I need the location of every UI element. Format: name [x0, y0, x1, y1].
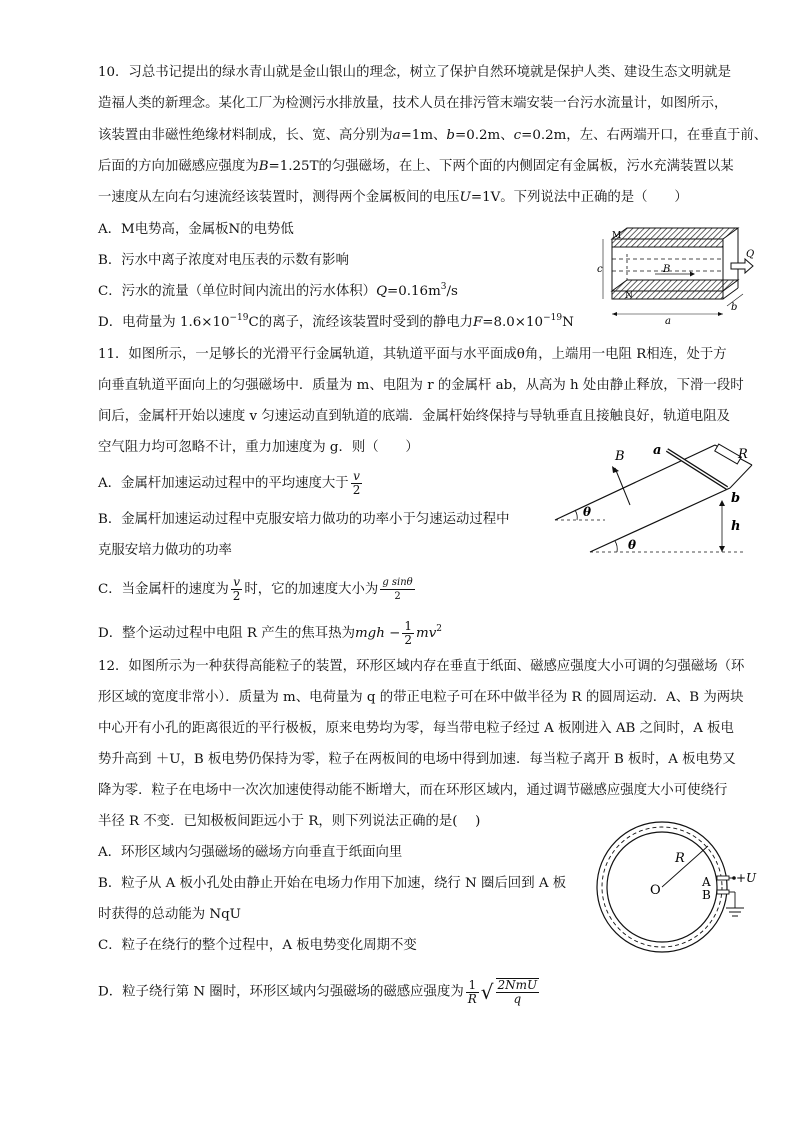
resistor-r-label: R: [738, 447, 748, 462]
q10-option-a[interactable]: A．M电势高，金属板N的电势低: [98, 222, 294, 237]
field-b-label: B: [615, 449, 625, 464]
q11-option-c[interactable]: C．当金属杆的速度为 $\frac{v}{2}$ 时，它的加速度大小为 $\frac{\text{g sinθ}}{2}$: [98, 575, 413, 603]
q12-stem-line6: 半径 R 不变．已知极板间距远小于 R，则下列说法正确的是( ): [98, 814, 481, 829]
q12-stem-line5: 降为零．粒子在电场中一次次加速使得动能不断增大，而在环形区域内，通过调节磁感应强度大小可使绕行: [98, 783, 728, 798]
plate-b-label: B: [702, 888, 711, 902]
q10-stem-line5: 一速度从左向右匀速流经该装置时，测得两个金属板间的电压U=1V。下列说法中正确的是（ ）: [98, 190, 688, 205]
rod-a-label: a: [653, 443, 662, 458]
q11-option-a[interactable]: A．金属杆加速运动过程中的平均速度大于 $\frac{v}{2}$: [98, 469, 361, 497]
q10-stem-line4: 后面的方向加磁感应强度为B=1.25T的匀强磁场，在上、下两个面的内侧固定有金属板，污水充满装置以某: [98, 159, 734, 174]
q12-stem-line2: 形区域的宽度非常小）．质量为 m、电荷量为 q 的带正电粒子可在环中做半径为 R 的圆周运动．A、B 为两块: [98, 690, 744, 705]
theta-upper-label: θ: [583, 505, 592, 519]
theta-lower-label: θ: [628, 538, 637, 552]
q12-option-b-line2[interactable]: 时获得的总动能为 NqU: [98, 907, 241, 922]
q12-option-a[interactable]: A．环形区域内匀强磁场的磁场方向垂直于纸面向里: [98, 845, 403, 860]
accelerator-ring-figure: [595, 820, 760, 960]
voltage-u-label: +U: [736, 871, 757, 885]
q11-stem-line3: 间后，金属杆开始以速度 v 匀速运动直到轨道的底端．金属杆始终保持与导轨垂直且接触良好，轨道电阻及: [98, 409, 731, 424]
radius-r-label: R: [675, 851, 685, 866]
q10-option-b[interactable]: B．污水中离子浓度对电压表的示数有影响: [98, 253, 349, 268]
fig-a-label: a: [665, 316, 671, 326]
q11-stem-line1: 11．如图所示，一足够长的光滑平行金属轨道，其轨道平面与水平面成θ角，上端用一电阻 R相连，处于方: [98, 347, 727, 362]
fig-n-label: N: [625, 291, 633, 301]
q12-stem-line1: 12．如图所示为一种获得高能粒子的装置，环形区域内存在垂直于纸面、磁感应强度大小可调的匀强磁场（环: [98, 659, 745, 674]
q10-stem-line1: 10．习总书记提出的绿水青山就是金山银山的理念，树立了保护自然环境就是保护人类、建设生态文明就是: [98, 65, 732, 80]
fig-q-label: Q: [746, 249, 755, 260]
fig-b-label: B: [663, 264, 671, 275]
q11-option-d[interactable]: D．整个运动过程中电阻 R 产生的焦耳热为mgh − $\frac{1}{2}$ $mv^2$: [98, 619, 442, 647]
rod-b-label: b: [731, 491, 741, 506]
q12-option-c[interactable]: C．粒子在绕行的整个过程中，A 板电势变化周期不变: [98, 938, 417, 953]
q11-stem-line4: 空气阻力均可忽略不计，重力加速度为 g．则（ ）: [98, 440, 419, 455]
q10-option-d[interactable]: D．电荷量为 $1.6\times 10^{-19}C$的离子，流经该装置时受到的静电力$F=8.0\times 10^{-19}N$: [98, 313, 574, 330]
flowmeter-figure: [595, 226, 770, 326]
q10-stem-line2: 造福人类的新理念。某化工厂为检测污水排放量，技术人员在排污管末端安装一台污水流量计，如图所示，: [98, 96, 728, 111]
q12-option-b-line1[interactable]: B．粒子从 A 板小孔处由静止开始在电场力作用下加速，绕行 N 圈后回到 A 板: [98, 876, 567, 891]
rail-figure: [545, 440, 760, 555]
fig-b-dim-label: b: [731, 302, 738, 313]
q12-stem-line4: 势升高到 ＋U，B 板电势仍保持为零，粒子在两板间的电场中得到加速．每当粒子离开 B 板时，A 板电势又: [98, 752, 736, 767]
center-o-label: O: [650, 883, 661, 898]
q12-option-d[interactable]: D．粒子绕行第 N 圈时，环形区域内匀强磁场的磁感应强度为 $\frac{1}{R}$ √ $\frac{\text{2NmU}}{q}$: [98, 977, 538, 1006]
plate-a-label: A: [702, 875, 711, 889]
q11-stem-line2: 向垂直轨道平面向上的匀强磁场中．质量为 m、电阻为 r 的金属杆 ab，从高为 h 处由静止释放，下滑一段时: [98, 378, 744, 393]
q10-option-c[interactable]: C．污水的流量（单位时间内流出的污水体积）$Q=0.16m^3/s$: [98, 282, 458, 299]
q10-stem-line3: 该装置由非磁性绝缘材料制成，长、宽、高分别为a=1m、b=0.2m、c=0.2m，左、右两端开口，在垂直于前、: [98, 128, 768, 143]
q11-option-b-line2[interactable]: 克服安培力做功的功率: [98, 543, 232, 558]
q12-stem-line3: 中心开有小孔的距离很近的平行极板，原来电势均为零，每当带电粒子经过 A 板刚进入 AB 之间时，A 板电: [98, 721, 734, 736]
q11-option-b-line1[interactable]: B．金属杆加速运动过程中克服安培力做功的功率小于匀速运动过程中: [98, 512, 510, 527]
fig-c-label: c: [597, 264, 603, 275]
height-h-label: h: [731, 519, 741, 534]
fig-m-label: M: [612, 231, 622, 241]
